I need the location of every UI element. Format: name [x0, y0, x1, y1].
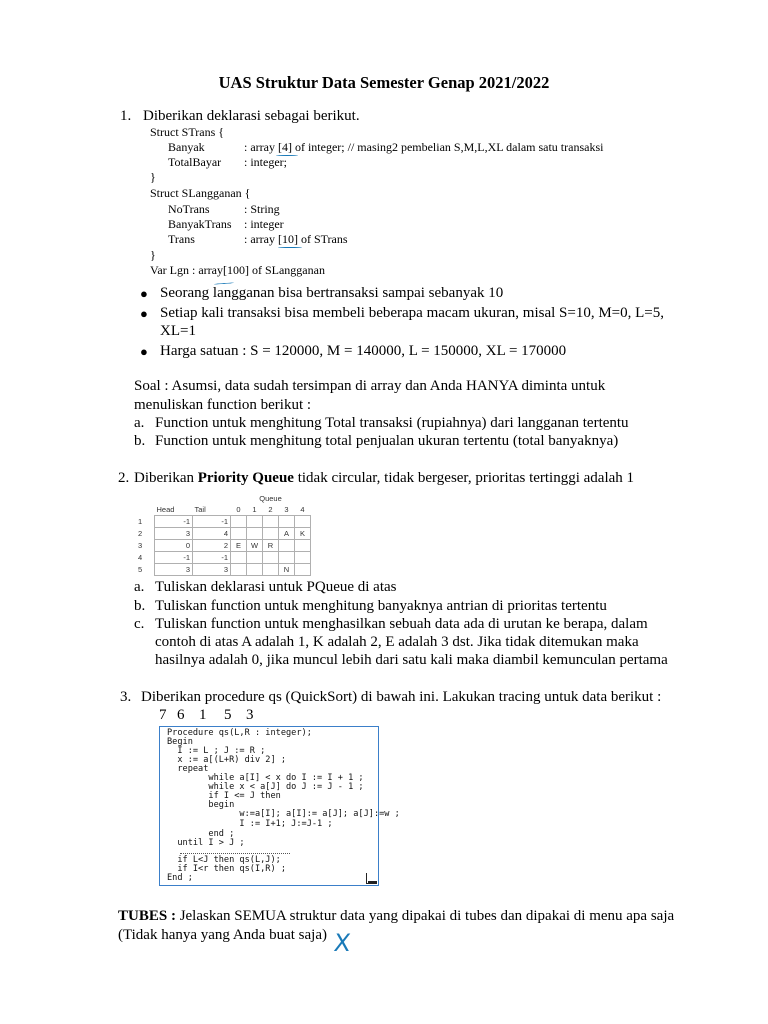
code-line: : array [4] of integer; // masing2 pembelian S,M,L,XL dalam satu transaksi — [244, 140, 604, 154]
q3-data-value: 3 — [246, 707, 254, 723]
queue-cell — [263, 564, 279, 576]
table-row — [134, 564, 311, 576]
code-line: Begin — [167, 737, 193, 747]
code-line: repeat — [167, 764, 209, 774]
q2-item-text: Tuliskan function untuk menghasilkan sebuah data ada di urutan ke berapa, dalam — [155, 616, 648, 632]
q1-intro: Diberikan deklarasi sebagai berikut. — [143, 108, 360, 124]
queue-cell — [231, 528, 247, 540]
code-line: I := L ; J := R ; — [167, 746, 266, 756]
q2-item-label: c. — [134, 616, 145, 632]
bullet-icon: ● — [140, 306, 148, 321]
handwritten-underline-mark — [278, 247, 302, 248]
queue-cell — [295, 552, 311, 564]
q2-intro — [134, 470, 634, 487]
queue-cell — [231, 552, 247, 564]
tubes-text: Jelaskan SEMUA struktur data yang dipakai di tubes dan dipakai di menu apa saja — [175, 908, 675, 924]
q3-data-value: 6 — [177, 707, 185, 723]
queue-cell: W — [247, 540, 263, 552]
q2-intro-post: tidak circular, tidak bergeser, prioritas tertinggi adalah 1 — [293, 470, 635, 486]
queue-cell — [295, 540, 311, 552]
q3-data-value: 1 — [199, 707, 207, 723]
q1-item-label: b. — [134, 433, 146, 449]
q2-item-cont: hasilnya adalah 0, jika muncul lebih dari satu kali maka diambil kemunculan pertama — [155, 652, 668, 668]
code-line: NoTrans — [168, 202, 210, 216]
queue-cell: K — [295, 528, 311, 540]
handwritten-x-mark: X — [332, 929, 352, 957]
queue-cell — [279, 552, 295, 564]
table-row — [134, 516, 311, 528]
code-line: while x < a[J] do J := J - 1 ; — [167, 782, 364, 792]
q3-data-value: 5 — [224, 707, 232, 723]
q1-bullet-cont: XL=1 — [160, 323, 196, 339]
q1-soal: menuliskan function berikut : — [134, 397, 312, 413]
code-line: : String — [244, 202, 280, 216]
row-number: 5 — [138, 565, 143, 574]
q2-intro-pre: Diberikan — [134, 470, 198, 486]
code-line: I := I+1; J:=J-1 ; — [167, 819, 333, 829]
q3-data-value: 7 — [159, 707, 167, 723]
head-value: 0 — [155, 540, 193, 552]
code-line: End ; — [167, 873, 193, 883]
q2-item-label: b. — [134, 598, 146, 614]
q2-item-label: a. — [134, 579, 145, 595]
table-spacer — [193, 493, 231, 504]
tubes-line — [118, 908, 674, 925]
code-line: end ; — [167, 829, 235, 839]
priority-queue-table — [134, 493, 311, 576]
q2-item-cont: contoh di atas A adalah 1, K adalah 2, E adalah 3 dst. Jika tidak ditemukan maka — [155, 634, 639, 650]
q2-number: 2. — [118, 470, 130, 486]
code-line: BanyakTrans — [168, 217, 232, 231]
page-title: UAS Struktur Data Semester Genap 2021/2022 — [218, 73, 550, 92]
code-line: Banyak — [168, 140, 205, 154]
row-number: 2 — [138, 529, 143, 538]
tail-header: Tail — [194, 505, 206, 514]
handwritten-underline-mark — [276, 155, 298, 156]
q1-bullet: Setiap kali transaksi bisa membeli beberapa macam ukuran, misal S=10, M=0, L=5, — [160, 305, 665, 321]
code-line: Struct SLangganan { — [150, 186, 251, 200]
q2-intro-bold: Priority Queue — [197, 470, 294, 486]
code-line: if I <= J then — [167, 791, 281, 801]
tail-value: -1 — [193, 516, 231, 528]
row-number: 4 — [138, 553, 143, 562]
tail-value: 4 — [193, 528, 231, 540]
queue-cell — [295, 564, 311, 576]
resize-handle-bar — [368, 881, 377, 884]
code-line: while a[I] < x do I := I + 1 ; — [167, 773, 364, 783]
tail-value: 3 — [193, 564, 231, 576]
queue-cell: A — [279, 528, 295, 540]
queue-cell — [263, 516, 279, 528]
code-line: begin — [167, 800, 235, 810]
queue-cell — [231, 564, 247, 576]
table-spacer — [155, 493, 193, 504]
q3-number: 3. — [120, 689, 132, 705]
queue-cell — [247, 528, 263, 540]
tail-value: 2 — [193, 540, 231, 552]
code-line: : array [10] of STrans — [244, 232, 348, 246]
queue-cell — [247, 516, 263, 528]
queue-cell — [247, 552, 263, 564]
head-header: Head — [156, 505, 175, 514]
q1-bullet: Harga satuan : S = 120000, M = 140000, L = 150000, XL = 170000 — [160, 343, 567, 359]
code-line: : integer — [244, 217, 284, 231]
queue-cell — [263, 552, 279, 564]
col-header: 4 — [300, 505, 305, 514]
queue-cell — [263, 528, 279, 540]
table-row — [134, 552, 311, 564]
q1-soal: Soal : Asumsi, data sudah tersimpan di array dan Anda HANYA diminta untuk — [134, 378, 606, 394]
code-line: Struct STrans { — [150, 125, 224, 139]
code-line: Trans — [168, 232, 195, 246]
dotted-separator — [180, 853, 290, 854]
queue-cell — [231, 516, 247, 528]
queue-header: Queue — [259, 494, 282, 503]
q1-item-text: Function untuk menghitung Total transaksi (rupiahnya) dari langganan tertentu — [155, 415, 629, 431]
col-header: 2 — [268, 505, 273, 514]
code-line: } — [150, 248, 156, 262]
table-corner — [134, 493, 155, 504]
table-row — [134, 528, 311, 540]
q2-item-text: Tuliskan function untuk menghitung banyaknya antrian di prioritas tertentu — [155, 598, 607, 614]
table-corner — [134, 504, 155, 516]
queue-cell — [295, 516, 311, 528]
code-line: } — [150, 170, 156, 184]
col-header: 1 — [252, 505, 257, 514]
quicksort-code-box — [159, 726, 400, 886]
tubes-line-2: (Tidak hanya yang Anda buat saja) — [118, 927, 327, 943]
code-line: if L<J then qs(L,J); — [167, 855, 281, 865]
code-line: w:=a[I]; a[I]:= a[J]; a[J]:=w ; — [167, 809, 400, 819]
col-header: 3 — [284, 505, 289, 514]
code-line: Procedure qs(L,R : integer); — [167, 728, 312, 738]
q1-bullet: Seorang langganan bisa bertransaksi sampai sebanyak 10 — [160, 285, 504, 301]
tail-value: -1 — [193, 552, 231, 564]
q1-item-label: a. — [134, 415, 145, 431]
bullet-icon: ● — [140, 344, 148, 359]
col-header: 0 — [236, 505, 241, 514]
queue-cell — [247, 564, 263, 576]
head-value: 3 — [155, 528, 193, 540]
code-line: TotalBayar — [168, 155, 222, 169]
head-value: -1 — [155, 552, 193, 564]
q1-number: 1. — [120, 108, 132, 124]
row-number: 1 — [138, 517, 143, 526]
q1-item-text: Function untuk menghitung total penjualan ukuran tertentu (total banyaknya) — [155, 433, 619, 449]
code-line: Var Lgn : array[100] of SLangganan — [150, 263, 325, 277]
code-line: until I > J ; — [167, 838, 245, 848]
head-value: -1 — [155, 516, 193, 528]
queue-cell — [279, 540, 295, 552]
code-line: if I<r then qs(I,R) ; — [167, 864, 286, 874]
q2-item-text: Tuliskan deklarasi untuk PQueue di atas — [155, 579, 397, 595]
queue-cell: N — [279, 564, 295, 576]
q3-intro: Diberikan procedure qs (QuickSort) di bawah ini. Lakukan tracing untuk data berikut : — [141, 689, 662, 705]
table-row — [134, 540, 311, 552]
row-number: 3 — [138, 541, 143, 550]
bullet-icon: ● — [140, 286, 148, 301]
tubes-label: TUBES : — [118, 908, 176, 924]
code-line: : integer; — [244, 155, 287, 169]
head-value: 3 — [155, 564, 193, 576]
code-line: x := a[(L+R) div 2] ; — [167, 755, 286, 765]
queue-cell: R — [263, 540, 279, 552]
queue-cell: E — [231, 540, 247, 552]
queue-cell — [279, 516, 295, 528]
